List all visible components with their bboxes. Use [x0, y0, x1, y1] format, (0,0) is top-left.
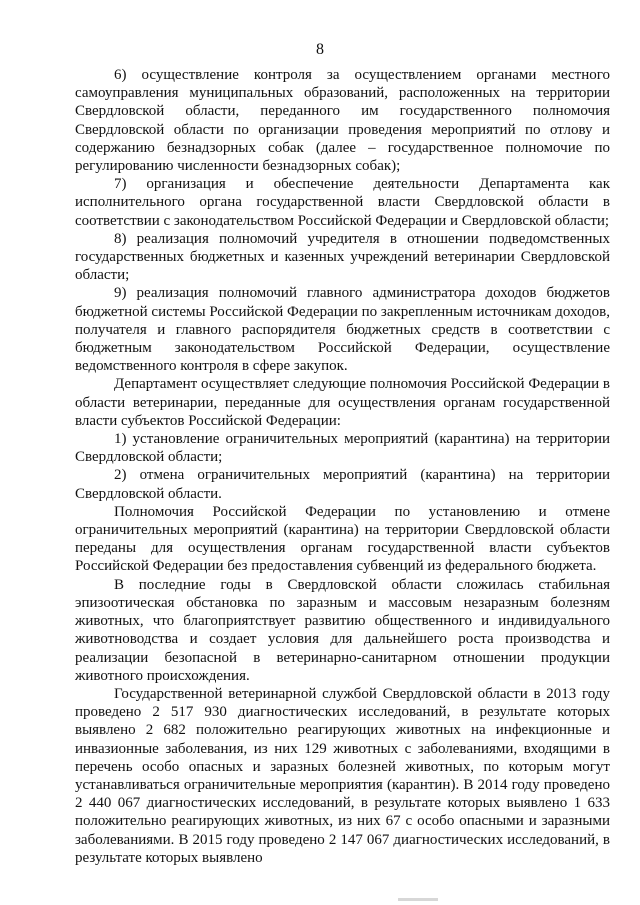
- document-body: [75, 66, 610, 867]
- paragraph-item-6: 6) осуществление контроля за осуществлением органами местного самоуправления муниципальных образований, расположенных на территории Свердловской области, переданного им государственного полномочия Свердловской области по организации проведения мероприятий по отлову и содержанию безнадзорных собак (далее – государственное полномочие по регулированию численности безнадзорных собак);: [75, 67, 610, 175]
- paragraph-quarantine-cancel: 2) отмена ограничительных мероприятий (карантина) на территории Свердловской области.: [75, 467, 610, 502]
- scan-artifact: [398, 898, 438, 901]
- paragraph-item-9: 9) реализация полномочий главного администратора доходов бюджетов бюджетной системы Российской Федерации по закрепленным источникам доходов, получателя и главного распорядителя бюджетных средств в соответствии с бюджетным законодательством Российской Федерации, осуществление ведомственного контроля в сфере закупок.: [75, 285, 610, 375]
- paragraph-federal-powers: Департамент осуществляет следующие полномочия Российской Федерации в области ветеринарии, переданные для осуществления органам государственной власти субъектов Российской Федерации:: [75, 376, 610, 429]
- paragraph-quarantine-establish: 1) установление ограничительных мероприятий (карантина) на территории Свердловской области;: [75, 431, 610, 466]
- paragraph-diagnostic-statistics: Государственной ветеринарной службой Свердловской области в 2013 году проведено 2 517 930 диагностических исследований, в результате которых выявлено 2 682 положительно реагирующих животных на инфекционные и инвазионные заболевания, из них 129 животных с заболеваниями, входящими в перечень особо опасных и заразных болезней животных, по которым могут устанавливаться ограничительные мероприятия (карантин). В 2014 году проведено 2 440 067 диагностических исследований, в результате которых выявлено 1 633 положительно реагирующих животных, из них 67 с особо опасными и заразными заболеваниями. В 2015 году проведено 2 147 067 диагностических исследований, в результате которых выявлено: [75, 685, 610, 866]
- paragraph-powers-transfer: Полномочия Российской Федерации по установлению и отмене ограничительных мероприятий (карантина) на территории Свердловской области переданы для осуществления органам государственной власти субъектов Российской Федерации без предоставления субвенций из федерального бюджета.: [75, 503, 610, 575]
- paragraph-item-7: 7) организация и обеспечение деятельности Департамента как исполнительного органа государственной власти Свердловской области в соответствии с законодательством Российской Федерации и Свердловской области;: [75, 176, 610, 229]
- paragraph-epizootic-situation: В последние годы в Свердловской области сложилась стабильная эпизоотическая обстановка по заразным и массовым незаразным болезням животных, что благоприятствует развитию общественного и индивидуального животноводства и создает условия для дальнейшего роста производства и реализации безопасной в ветеринарно-санитарном отношении продукции животного происхождения.: [75, 576, 610, 684]
- page-number: 8: [316, 41, 324, 58]
- paragraph-item-8: 8) реализация полномочий учредителя в отношении подведомственных государственных бюджетных и казенных учреждений ветеринарии Свердловской области;: [75, 230, 610, 284]
